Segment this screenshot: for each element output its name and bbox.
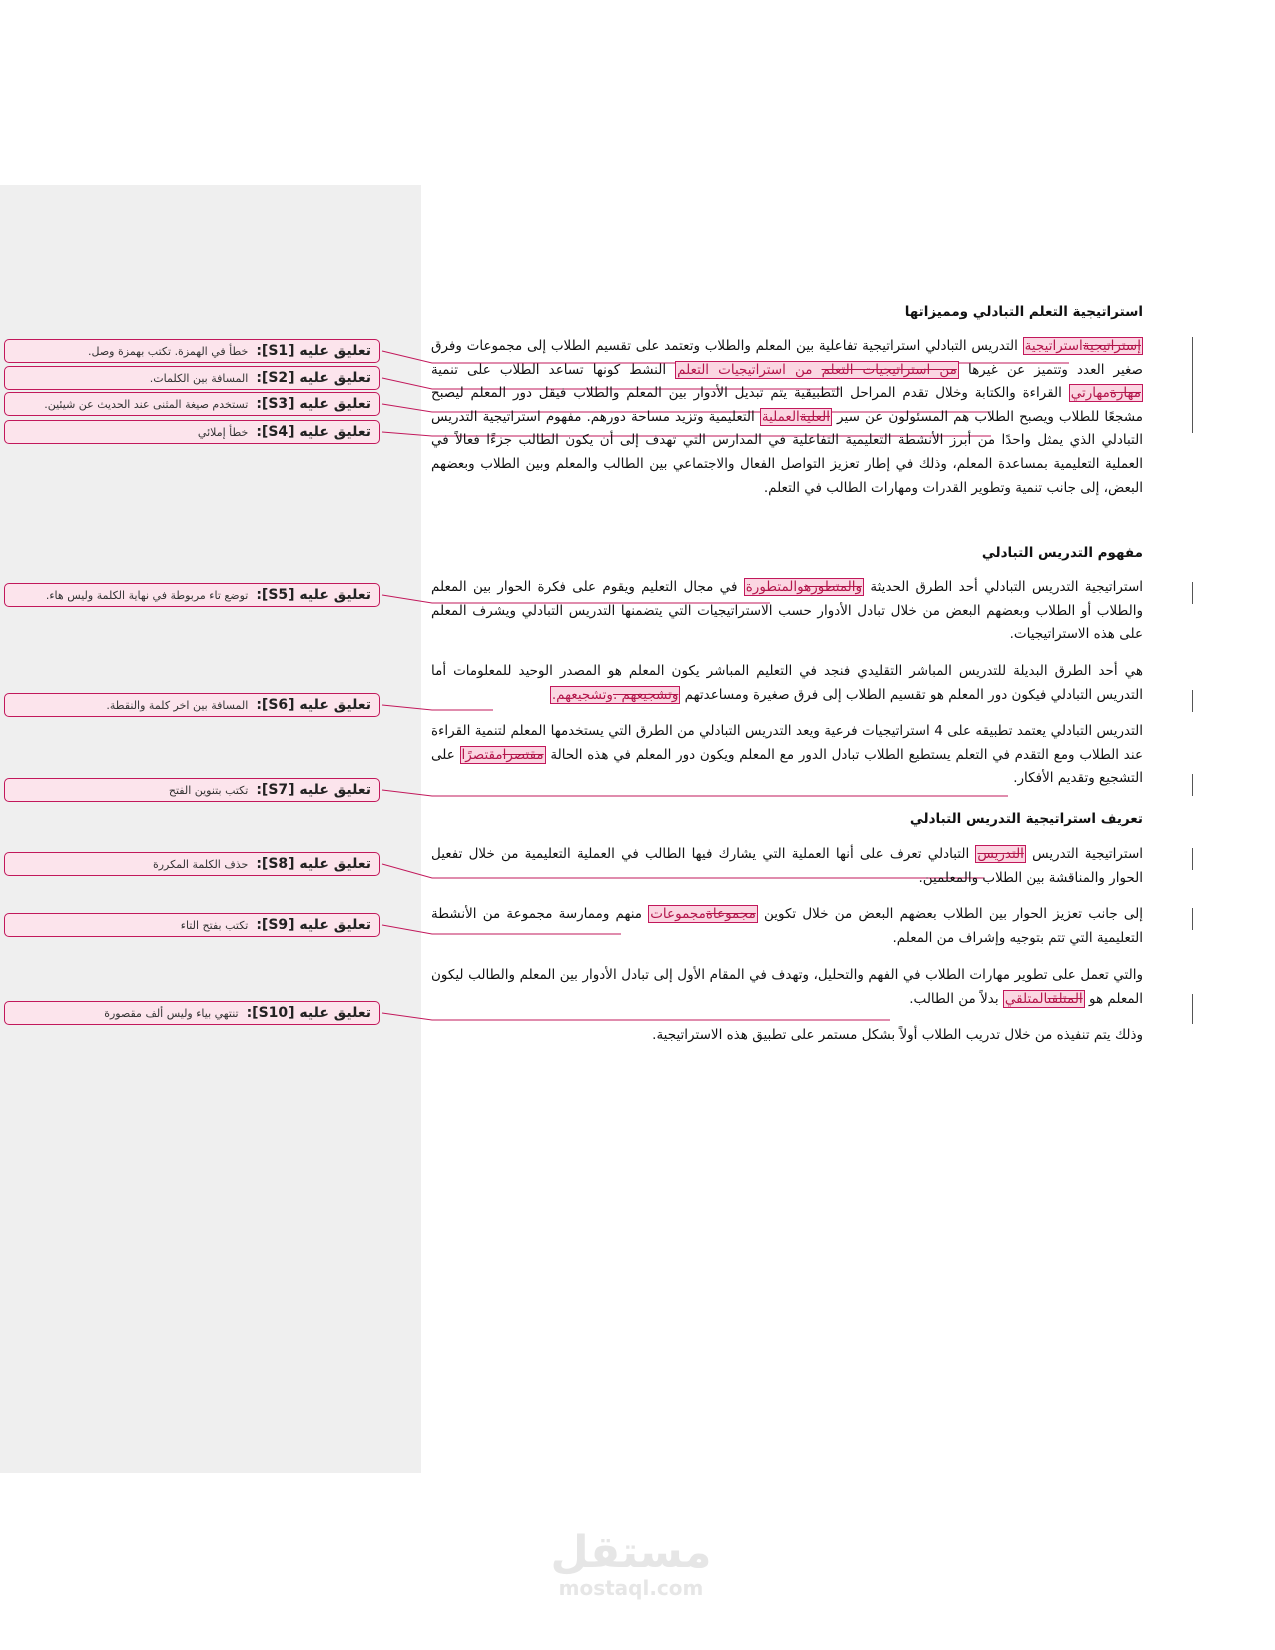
comment-s8[interactable] [4, 852, 380, 876]
body-text: منهم وممارسة مجموعة من الأنشطة التعليمية التي تتم بتوجيه وإشراف من المعلم. [431, 906, 1143, 946]
deleted-text: وتشجيعهم . [612, 686, 679, 703]
watermark-arabic: مستقل [550, 1527, 712, 1578]
document-page [421, 0, 1275, 1650]
paragraph-4 [431, 720, 1143, 791]
paragraph-7 [431, 964, 1143, 1011]
deleted-text: من استراتيجيات التعلم [821, 361, 957, 378]
inserted-text: مجموعات [650, 906, 706, 922]
mostaql-watermark [521, 1528, 741, 1598]
body-text: هي أحد الطرق البديلة للتدريس المباشر التقليدي فنجد في التعليم المباشر يكون المعلم هو المصدر الوحيد للمعلومات أما التدريس التبادلي فيكون دور المعلم هو تقسيم الطلاب إلى فرق صغيرة ومساعدتهم [431, 663, 1143, 703]
inserted-text: المتلقي [1004, 990, 1048, 1007]
paragraph-8 [431, 1024, 1143, 1048]
paragraph-1 [431, 335, 1143, 500]
heading-strategy-features: استراتيجية التعلم التبادلي ومميزاتها [904, 304, 1143, 320]
change-bar [1192, 994, 1193, 1024]
deleted-text: والمتطوره [804, 579, 863, 595]
body-text: استراتيجية التدريس [1025, 846, 1143, 862]
comment-s4[interactable] [4, 420, 380, 444]
comment-label: تعليق عليه [S10]: [246, 1005, 371, 1021]
inserted-text: مقتصرًا [461, 746, 503, 763]
deleted-text: العلية [799, 408, 830, 425]
comment-s7[interactable] [4, 778, 380, 802]
comment-s5[interactable] [4, 583, 380, 607]
body-text: التدريس التبادلي استراتيجية تفاعلية بين المعلم والطلاب وتعتمد على تقسيم الطلاب إلى مجموعات وفرق صغير العدد وتتميز عن غيرها [431, 338, 1144, 378]
anchor-s2[interactable] [675, 361, 959, 379]
comment-s1[interactable] [4, 339, 380, 363]
body-text: وذلك يتم تنفيذه من خلال تدريب الطلاب أولاً بشكل مستمر على تطبيق هذه الاستراتيجية. [652, 1027, 1143, 1043]
comment-label: تعليق عليه [S7]: [256, 782, 371, 798]
body-text: إلى جانب تعزيز الحوار بين الطلاب بعضهم البعض من خلال تكوين [757, 906, 1143, 922]
comment-s3[interactable] [4, 392, 380, 416]
comment-text: تنتهي بياء وليس ألف مقصورة [104, 1006, 239, 1020]
deleted-text: مقتصرا [502, 746, 544, 763]
watermark-english: mostaql.com [558, 1576, 704, 1600]
inserted-text: من استراتيجيات التعلم [677, 361, 813, 378]
paragraph-5 [431, 843, 1143, 890]
deleted-text: التدريس [977, 846, 1024, 862]
comment-s9[interactable] [4, 913, 380, 937]
heading-definition: تعريف استراتيجية التدريس التبادلي [909, 811, 1143, 827]
change-bar [1192, 848, 1193, 870]
paragraph-2 [431, 576, 1143, 647]
comment-text: المسافة بين اخر كلمة والنقطة. [106, 698, 249, 712]
body-text: النشط كونها تساعد الطلاب على تنمية [431, 361, 676, 378]
body-text: التبادلي تعرف على أنها العملية التي يشارك فيها الطالب في العملية التعليمية من خلال تفعيل الحوار والمناقشة بين الطلاب والمعلمين. [431, 846, 1143, 886]
deleted-text: إستراتيجية [1082, 338, 1141, 354]
deleted-text: مجموعاة [705, 906, 756, 922]
comment-text: خطأ في الهمزة. تكتب بهمزة وصل. [88, 344, 249, 358]
inserted-text: والمتطورة [745, 579, 805, 595]
comment-s10[interactable] [4, 1001, 380, 1025]
body-text: التعليمية وتزيد مساحة دورهم. مفهوم استراتيجية التدريس التبادلي الذي يمثل واحدًا من أبرز الأنشطة التعليمية التفاعلية في المدارس التي تهدف إلى أن يكون الطالب جزءًا فعالاً في العملية التعليمية بمساعدة المعلم، وذلك في إطار تعزيز التواصل الفعال والاجتماعي بين الطالب والمعلم وبين الطلاب وبعضهم البعض، إلى جانب تنمية وتطوير القدرات ومهارات الطالب في التعلم. [431, 408, 1143, 496]
body-text: بدلاً من الطالب. [909, 990, 1003, 1007]
comment-text: خطأ إملائي [197, 425, 249, 439]
body-text: والتي تعمل على تطوير مهارات الطلاب في الفهم والتحليل، وتهدف في المقام الأول إلى تبادل الأدوار بين المعلم والطالب ليكون المعلم هو [431, 967, 1143, 1007]
comment-text: تستخدم صيغة المثنى عند الحديث عن شيئين. [44, 397, 249, 411]
anchor-s8[interactable] [975, 845, 1026, 863]
body-text: على التشجيع وتقديم الأفكار. [431, 746, 1143, 787]
comment-label: تعليق عليه [S5]: [256, 587, 371, 603]
change-bar [1192, 337, 1193, 433]
paragraph-6 [431, 903, 1143, 950]
body-text: القراءة والكتابة وخلال تقدم المراحل التطبيقية يتم تبديل الأدوار بين المعلم والطلاب فيقل دور المعلم ليصبح مشجعًا للطلاب ويصبح الطلاب هم المسئولون عن سير [431, 385, 1144, 425]
anchor-s3[interactable] [1069, 384, 1143, 402]
inserted-text: وتشجيعهم. [551, 686, 613, 703]
comment-s6[interactable] [4, 693, 380, 717]
change-bar [1192, 908, 1193, 930]
deleted-text: المتلقى [1047, 990, 1083, 1007]
change-bar [1192, 690, 1193, 712]
heading-concept: مفهوم التدريس التبادلي [981, 545, 1143, 561]
anchor-s10[interactable] [1003, 990, 1085, 1008]
anchor-s7[interactable] [460, 746, 546, 764]
comment-s2[interactable] [4, 366, 380, 390]
comment-label: تعليق عليه [S3]: [256, 396, 371, 412]
paragraph-3 [431, 660, 1143, 707]
body-text: استراتيجية التدريس التبادلي أحد الطرق الحديثة [864, 579, 1144, 595]
change-bar [1192, 582, 1193, 604]
anchor-s4[interactable] [760, 408, 832, 426]
comment-text: تكتب بفتح التاء [180, 918, 249, 932]
comment-label: تعليق عليه [S6]: [256, 697, 371, 713]
change-bar [1192, 774, 1193, 796]
body-text: التدريس التبادلي يعتمد تطبيقه على 4 استراتيجيات فرعية ويعد التدريس التبادلي من الطرق التي يستخدمها المعلم لتنمية القراءة عند الطلاب ومع التقدم في التعلم يستطيع الطلاب تبادل الدور مع المعلم ويكون دور المعلم في هذه الحالة [431, 723, 1144, 763]
anchor-s5[interactable] [744, 578, 864, 596]
inserted-text: مهارتي [1070, 385, 1110, 402]
comment-text: تكتب بتنوين الفتح [168, 783, 249, 797]
comment-label: تعليق عليه [S4]: [256, 424, 371, 440]
anchor-s9[interactable] [648, 905, 758, 923]
comment-label: تعليق عليه [S8]: [256, 856, 371, 872]
anchor-s1[interactable] [1023, 337, 1143, 355]
deleted-text: مهارة [1109, 385, 1141, 402]
inserted-text: استراتيجية [1024, 338, 1083, 354]
comment-label: تعليق عليه [S9]: [256, 917, 371, 933]
comment-label: تعليق عليه [S1]: [256, 343, 371, 359]
body-text: في مجال التعليم ويقوم على فكرة الحوار بين المعلم والطلاب أو الطلاب وبعضهم البعض من خلال تبادل الأدوار حسب الاستراتيجيات التي يتضمنها التدريس التبادلي ويشرف المعلم على هذه الاستراتيجيات. [431, 579, 1143, 643]
comment-label: تعليق عليه [S2]: [256, 370, 371, 386]
anchor-s6[interactable] [550, 686, 681, 704]
inserted-text: العملية [761, 408, 800, 425]
comment-text: توضع تاء مربوطة في نهاية الكلمة وليس هاء. [45, 588, 249, 602]
comment-text: حذف الكلمة المكررة [152, 857, 249, 871]
comment-text: المسافة بين الكلمات. [149, 371, 249, 385]
